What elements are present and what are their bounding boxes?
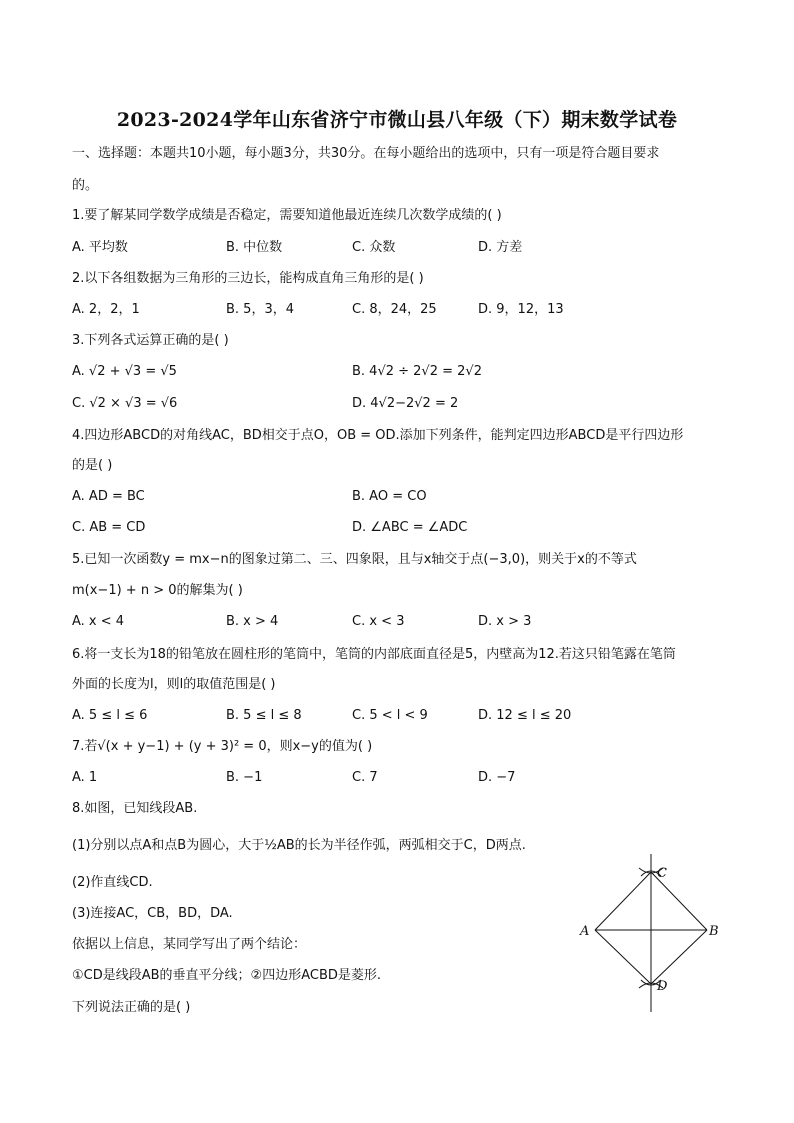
segment-da — [595, 930, 651, 984]
q4-option-d: D. ∠ABC = ∠ADC — [352, 520, 468, 535]
q3-option-a: A. √2 + √3 = √5 — [72, 364, 177, 379]
q8-rhombus-figure — [575, 852, 725, 1017]
q6-stem-line2: 外面的长度为l，则l的取值范围是( ) — [72, 677, 276, 692]
q1-stem: 1.要了解某同学数学成绩是否稳定，需要知道他最近连续几次数学成绩的( ) — [72, 208, 502, 223]
q4-option-a: A. AD = BC — [72, 489, 145, 504]
q3-option-d: D. 4√2−2√2 = 2 — [352, 396, 459, 411]
q3-option-c: C. √2 × √3 = √6 — [72, 396, 178, 411]
q8-step2: (2)作直线CD. — [72, 875, 153, 890]
segment-ac — [595, 872, 651, 930]
q5-stem-line2: m(x−1) + n > 0的解集为( ) — [72, 583, 243, 598]
q4-option-c: C. AB = CD — [72, 520, 146, 535]
q1-option-b: B. 中位数 — [226, 240, 283, 255]
q5-option-b: B. x > 4 — [226, 614, 279, 629]
page-title: 2023-2024学年山东省济宁市微山县八年级（下）期末数学试卷 — [116, 109, 678, 131]
q5-option-a: A. x < 4 — [72, 614, 125, 629]
q7-option-d: D. −7 — [478, 770, 516, 785]
q2-option-c: C. 8，24，25 — [352, 302, 437, 317]
q5-option-d: D. x > 3 — [478, 614, 532, 629]
q8-info: 依据以上信息，某同学写出了两个结论： — [72, 937, 307, 952]
q8-step1: (1)分别以点A和点B为圆心，大于½AB的长为半径作弧，两弧相交于C，D两点. — [72, 838, 526, 853]
label-a: A — [580, 924, 590, 939]
q3-option-b: B. 4√2 ÷ 2√2 = 2√2 — [352, 364, 482, 379]
q6-stem-line1: 6.将一支长为18的铅笔放在圆柱形的笔筒中，笔筒的内部底面直径是5，内壁高为12.若这只铅笔露在笔筒 — [72, 647, 676, 662]
q2-option-b: B. 5，3，4 — [226, 302, 294, 317]
q3-stem: 3.下列各式运算正确的是( ) — [72, 333, 229, 348]
q6-option-d: D. 12 ≤ l ≤ 20 — [478, 708, 572, 723]
q6-option-a: A. 5 ≤ l ≤ 6 — [72, 708, 148, 723]
q5-option-c: C. x < 3 — [352, 614, 405, 629]
label-c: C — [657, 866, 667, 881]
q4-option-b: B. AO = CO — [352, 489, 427, 504]
q6-option-b: B. 5 ≤ l ≤ 8 — [226, 708, 302, 723]
section-heading-line2: 的。 — [72, 178, 99, 193]
q4-stem-line2: 的是( ) — [72, 458, 113, 473]
q7-stem: 7.若√(x + y−1) + (y + 3)² = 0，则x−y的值为( ) — [72, 739, 373, 754]
q8-conclusions: ①CD是线段AB的垂直平分线；②四边形ACBD是菱形. — [72, 968, 382, 983]
q2-option-a: A. 2，2，1 — [72, 302, 140, 317]
q8-step3: (3)连接AC，CB，BD，DA. — [72, 906, 233, 921]
segment-bd — [651, 930, 707, 984]
q6-option-c: C. 5 < l < 9 — [352, 708, 428, 723]
section-heading-line1: 一、选择题：本题共10小题，每小题3分，共30分。在每小题给出的选项中，只有一项是符合题目要求 — [72, 146, 660, 161]
q2-stem: 2.以下各组数据为三角形的三边长，能构成直角三角形的是( ) — [72, 271, 424, 286]
label-d: D — [657, 979, 668, 994]
q5-stem-line1: 5.已知一次函数y = mx−n的图象过第二、三、四象限，且与x轴交于点(−3,0)，则关于x的不等式 — [72, 552, 637, 567]
q1-option-a: A. 平均数 — [72, 240, 128, 255]
q8-stem: 8.如图，已知线段AB. — [72, 801, 198, 816]
q1-option-c: C. 众数 — [352, 240, 396, 255]
q7-option-a: A. 1 — [72, 770, 98, 785]
label-b: B — [709, 924, 719, 939]
q2-option-d: D. 9，12，13 — [478, 302, 564, 317]
q7-option-c: C. 7 — [352, 770, 378, 785]
q4-stem-line1: 4.四边形ABCD的对角线AC，BD相交于点O，OB = OD.添加下列条件，能判定四边形ABCD是平行四边形 — [72, 428, 684, 443]
q7-option-b: B. −1 — [226, 770, 263, 785]
q1-option-d: D. 方差 — [478, 240, 523, 255]
q8-question: 下列说法正确的是( ) — [72, 1000, 191, 1015]
